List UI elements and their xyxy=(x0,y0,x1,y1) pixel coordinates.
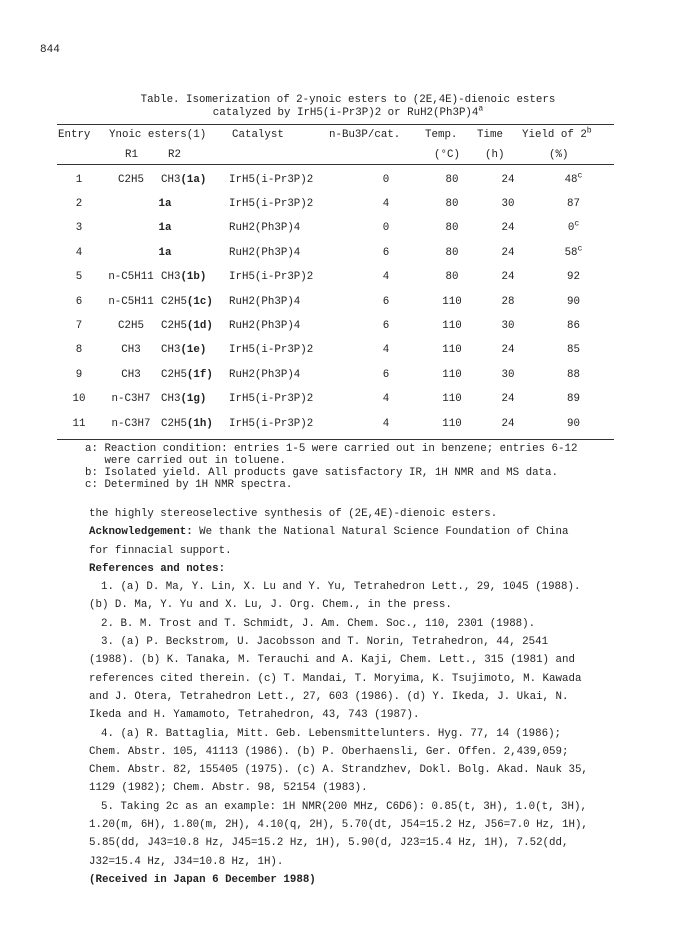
cell-r1: CH3 xyxy=(121,344,141,357)
table-row xyxy=(57,217,614,241)
references-heading: References and notes: xyxy=(89,562,226,575)
table-top-rule xyxy=(57,124,614,125)
table-row xyxy=(57,168,614,192)
cell-entry: 1 xyxy=(75,173,83,186)
cell-time: 30 xyxy=(501,198,515,211)
compound-label: (1c) xyxy=(186,295,213,308)
cell-catalyst: RuH2(Ph3P)4 xyxy=(229,320,301,333)
header-temperature: Temp. xyxy=(425,129,458,141)
cell-r2: C2H5(1c) xyxy=(161,295,213,308)
cell-phosphine-ratio: 4 xyxy=(382,417,390,430)
cell-time: 24 xyxy=(501,393,515,406)
reference-line: 5.85(dd, J43=10.8 Hz, J45=15.2 Hz, 1H), 5.90(d, J23=15.4 Hz, 1H), 7.52(dd, xyxy=(89,837,569,850)
table-row xyxy=(57,192,614,216)
cell-r2: CH3(1b) xyxy=(161,271,207,284)
cell-catalyst: RuH2(Ph3P)4 xyxy=(229,222,301,235)
cell-r1: n-C3H7 xyxy=(111,417,151,430)
page-number: 844 xyxy=(40,44,60,56)
cell-catalyst: RuH2(Ph3P)4 xyxy=(229,295,301,308)
reference-line: Chem. Abstr. 105, 41113 (1986). (b) P. Oberhaensli, Ger. Offen. 2,439,059; xyxy=(89,745,569,758)
cell-catalyst: RuH2(Ph3P)4 xyxy=(229,246,301,259)
caption-footnote-mark: a xyxy=(478,104,484,114)
received-date: (Received in Japan 6 December 1988) xyxy=(89,873,316,886)
cell-catalyst: IrH5(i-Pr3P)2 xyxy=(229,271,314,284)
table-row xyxy=(57,339,614,363)
cell-r2: C2H5(1d) xyxy=(161,320,213,333)
cell-r2: C2H5(1f) xyxy=(161,368,213,381)
cell-yield: 92 xyxy=(567,271,580,284)
compound-label: (1a) xyxy=(180,173,207,186)
acknowledgement: Acknowledgement: We thank the National Natural Science Foundation of China xyxy=(89,526,569,539)
reference-line: 3. (a) P. Beckstrom, U. Jacobsson and T. Norin, Tetrahedron, 44, 2541 xyxy=(101,636,549,649)
cell-r1: C2H5 xyxy=(118,320,144,333)
reference-line: 1129 (1982); Chem. Abstr. 98, 52154 (1983). xyxy=(89,782,368,795)
cell-phosphine-ratio: 0 xyxy=(382,222,390,235)
header-yield-unit: (%) xyxy=(549,149,569,161)
compound-label: (1d) xyxy=(186,320,213,333)
cell-entry: 7 xyxy=(75,320,83,333)
cell-r2: CH3(1g) xyxy=(161,393,207,406)
cell-temperature: 110 xyxy=(442,344,462,357)
cell-time: 24 xyxy=(501,246,515,259)
header-temp-unit: (°C) xyxy=(434,149,460,161)
cell-entry: 2 xyxy=(75,198,83,211)
cell-entry: 8 xyxy=(75,344,83,357)
reference-line: 5. Taking 2c as an example: 1H NMR(200 MHz, C6D6): 0.85(t, 3H), 1.0(t, 3H), xyxy=(101,800,587,813)
footnote-a-line-2: were carried out in toluene. xyxy=(85,455,286,467)
cell-r1: n-C5H11 xyxy=(108,295,154,308)
table-row xyxy=(57,388,614,412)
cell-catalyst: IrH5(i-Pr3P)2 xyxy=(229,417,314,430)
cell-yield: 85 xyxy=(567,344,580,357)
reference-line: 4. (a) R. Battaglia, Mitt. Geb. Lebensmittelunters. Hyg. 77, 14 (1986); xyxy=(101,727,562,740)
compound-label: (1e) xyxy=(180,344,207,357)
cell-catalyst: IrH5(i-Pr3P)2 xyxy=(229,344,314,357)
cell-time: 30 xyxy=(501,368,515,381)
acknowledgement-continued: for finnacial support. xyxy=(89,544,232,557)
cell-temperature: 80 xyxy=(445,173,459,186)
header-entry: Entry xyxy=(58,129,91,141)
acknowledgement-label: Acknowledgement: xyxy=(89,526,193,539)
cell-catalyst: RuH2(Ph3P)4 xyxy=(229,368,301,381)
cell-yield: 88 xyxy=(567,368,580,381)
caption-line-1: Table. Isomerization of 2-ynoic esters to (2E,4E)-dienoic esters xyxy=(140,94,556,106)
cell-phosphine-ratio: 4 xyxy=(382,198,390,211)
cell-phosphine-ratio: 6 xyxy=(382,320,390,333)
cell-yield: 90 xyxy=(567,417,580,430)
reference-line: 1.20(m, 6H), 1.80(m, 2H), 4.10(q, 2H), 5.70(dt, J54=15.2 Hz, J56=7.0 Hz, 1H), xyxy=(89,819,588,832)
cell-entry: 5 xyxy=(75,271,83,284)
cell-time: 24 xyxy=(501,417,515,430)
cell-phosphine-ratio: 4 xyxy=(382,271,390,284)
header-phosphine-ratio: n-Bu3P/cat. xyxy=(329,129,401,141)
table-row xyxy=(57,412,614,436)
cell-temperature: 80 xyxy=(445,222,459,235)
header-yield: Yield of 2$^b$ xyxy=(522,126,592,141)
reference-line: (1988). (b) K. Tanaka, M. Terauchi and A. Kaji, Chem. Lett., 315 (1981) and xyxy=(89,654,575,667)
footnote-c: c: Determined by 1H NMR spectra. xyxy=(85,479,293,491)
cell-yield: 58$^c$ xyxy=(564,244,583,259)
cell-catalyst: IrH5(i-Pr3P)2 xyxy=(229,173,314,186)
cell-temperature: 110 xyxy=(442,320,462,333)
cell-ynoic-ester: 1a xyxy=(158,222,172,235)
cell-phosphine-ratio: 6 xyxy=(382,368,390,381)
cell-time: 28 xyxy=(501,295,515,308)
header-r2: R2 xyxy=(168,149,181,161)
cell-r1: CH3 xyxy=(121,368,141,381)
reference-line: J32=15.4 Hz, J34=10.8 Hz, 1H). xyxy=(89,855,284,868)
cell-time: 24 xyxy=(501,271,515,284)
reference-line: (b) D. Ma, Y. Yu and X. Lu, J. Org. Chem., in the press. xyxy=(89,599,452,612)
table-footnotes xyxy=(85,443,577,491)
compound-label: (1g) xyxy=(180,393,207,406)
cell-phosphine-ratio: 6 xyxy=(382,295,390,308)
cell-catalyst: IrH5(i-Pr3P)2 xyxy=(229,393,314,406)
cell-yield: 86 xyxy=(567,320,580,333)
cell-entry: 6 xyxy=(75,295,83,308)
cell-yield: 90 xyxy=(567,295,580,308)
compound-label: (1b) xyxy=(180,271,207,284)
cell-catalyst: IrH5(i-Pr3P)2 xyxy=(229,198,314,211)
cell-temperature: 80 xyxy=(445,271,459,284)
cell-ynoic-ester: 1a xyxy=(158,246,172,259)
cell-phosphine-ratio: 6 xyxy=(382,246,390,259)
table-row xyxy=(57,314,614,338)
cell-time: 24 xyxy=(501,344,515,357)
table-row xyxy=(57,266,614,290)
reference-line: and J. Otera, Tetrahedron Lett., 27, 603 (1986). (d) Y. Ikeda, J. Ukai, N. xyxy=(89,690,569,703)
cell-entry: 3 xyxy=(75,222,83,235)
cell-r1: n-C5H11 xyxy=(108,271,154,284)
cell-phosphine-ratio: 4 xyxy=(382,393,390,406)
table-bottom-rule xyxy=(57,439,614,440)
caption-line-2: catalyzed by IrH5(i-Pr3P)2 or RuH2(Ph3P)4$^a$ xyxy=(212,104,484,119)
cell-r2: CH3(1e) xyxy=(161,344,207,357)
table-header-rule xyxy=(57,164,614,165)
cell-ynoic-ester: 1a xyxy=(158,198,172,211)
cell-temperature: 110 xyxy=(442,295,462,308)
footnote-a-line-1: a: Reaction condition: entries 1-5 were carried out in benzene; entries 6-12 xyxy=(85,443,578,455)
header-time-unit: (h) xyxy=(485,149,505,161)
header-r1: R1 xyxy=(125,149,138,161)
cell-temperature: 110 xyxy=(442,417,462,430)
cell-yield: 0$^c$ xyxy=(567,219,580,235)
cell-entry: 9 xyxy=(75,368,83,381)
compound-label: (1f) xyxy=(186,368,213,381)
table-row xyxy=(57,363,614,387)
reference-line: 2. B. M. Trost and T. Schmidt, J. Am. Chem. Soc., 110, 2301 (1988). xyxy=(101,617,536,630)
closing-sentence: the highly stereoselective synthesis of (2E,4E)-dienoic esters. xyxy=(89,508,498,520)
cell-r2: CH3(1a) xyxy=(161,173,207,186)
table-row xyxy=(57,290,614,314)
cell-temperature: 110 xyxy=(442,368,462,381)
header-ynoic-esters: Ynoic esters(1) xyxy=(109,129,207,141)
cell-phosphine-ratio: 0 xyxy=(382,173,390,186)
cell-yield: 89 xyxy=(567,393,580,406)
cell-temperature: 110 xyxy=(442,393,462,406)
cell-time: 30 xyxy=(501,320,515,333)
cell-entry: 4 xyxy=(75,246,83,259)
cell-time: 24 xyxy=(501,173,515,186)
cell-entry: 10 xyxy=(72,393,86,406)
cell-time: 24 xyxy=(501,222,515,235)
footnote-b: b: Isolated yield. All products gave satisfactory IR, 1H NMR and MS data. xyxy=(85,467,558,479)
reference-line: Ikeda and H. Yamamoto, Tetrahedron, 43, 743 (1987). xyxy=(89,709,420,722)
cell-yield: 87 xyxy=(567,198,580,211)
reference-line: Chem. Abstr. 82, 155405 (1975). (c) A. Strandzhev, Dokl. Bolg. Akad. Nauk 35, xyxy=(89,764,588,777)
cell-r1: n-C3H7 xyxy=(111,393,151,406)
cell-temperature: 80 xyxy=(445,246,459,259)
compound-label: (1h) xyxy=(186,417,213,430)
cell-temperature: 80 xyxy=(445,198,459,211)
header-catalyst: Catalyst xyxy=(232,129,284,141)
cell-yield: 48$^c$ xyxy=(564,171,583,186)
cell-entry: 11 xyxy=(72,417,86,430)
cell-r1: C2H5 xyxy=(118,173,144,186)
isomerization-table xyxy=(57,168,614,436)
reference-line: references cited therein. (c) T. Mandai, T. Moryima, K. Tsujimoto, M. Kawada xyxy=(89,672,582,685)
table-caption xyxy=(88,94,608,120)
cell-r2: C2H5(1h) xyxy=(161,417,213,430)
article-body xyxy=(89,505,609,889)
reference-line: 1. (a) D. Ma, Y. Lin, X. Lu and Y. Yu, Tetrahedron Lett., 29, 1045 (1988). xyxy=(101,581,581,594)
table-row xyxy=(57,241,614,265)
cell-phosphine-ratio: 4 xyxy=(382,344,390,357)
header-time: Time xyxy=(477,129,503,141)
